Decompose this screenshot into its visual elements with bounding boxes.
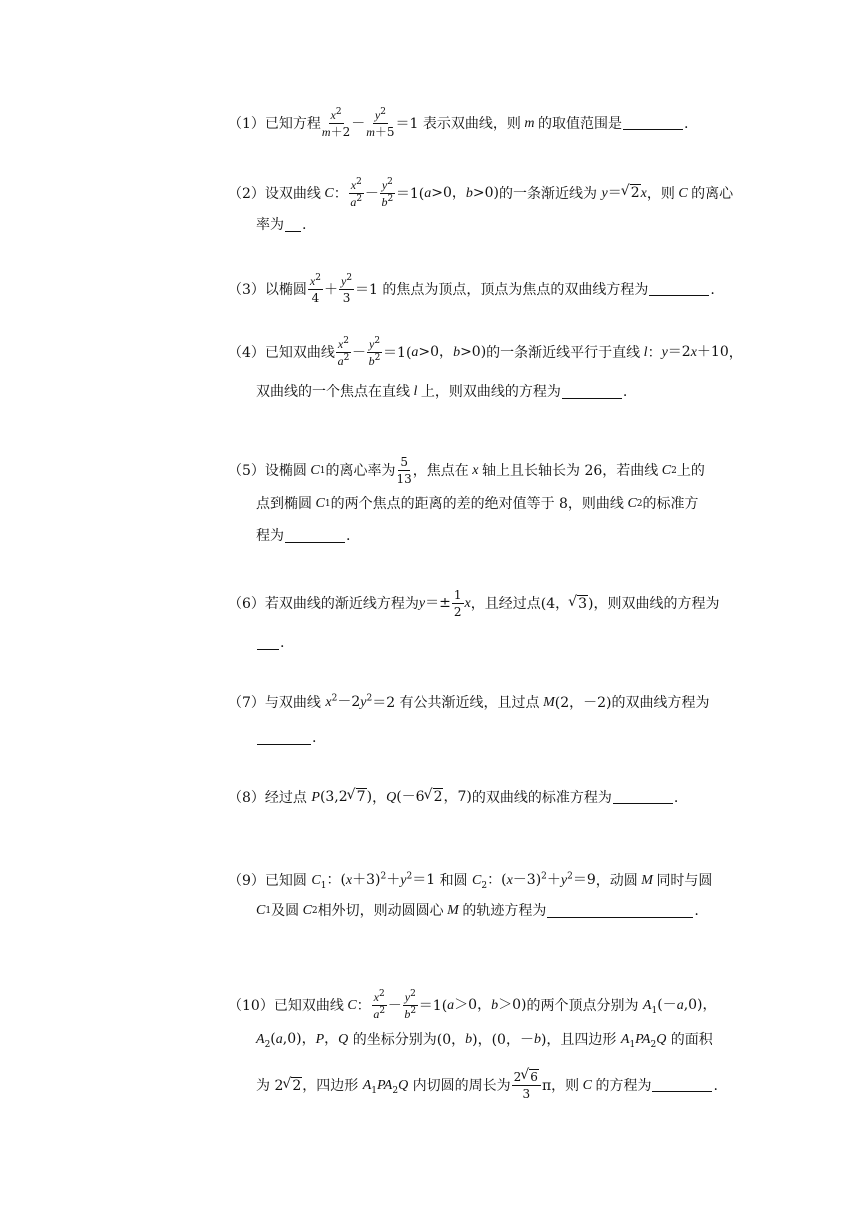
q10-answer-blank[interactable] [652,1079,712,1092]
q10-text-8: 为 2 [256,1077,284,1094]
q8-text-2: ， [372,789,387,806]
q4-text-6: 双曲线的一个焦点在直线 [256,384,410,400]
q3-frac-y: $\frac{y^2}{3}$ [340,273,353,305]
q1-num: （1） [228,115,265,132]
q8-line-1: （8） 经过点 P(3,2√ 7) ， Q(－6√ 2，7) 的双曲线的标准方程为 . [228,790,678,805]
q2-frac-x: $\frac{x^2}{a^2}$ [350,177,363,209]
q10-text-3: 的两个顶点分别为 [526,997,639,1014]
q9-text-1: 已知圆 [264,872,307,889]
q1-text-3: 的取值范围是 [538,115,623,132]
q7-end: . [312,730,317,746]
q10-line-1: （10） 已知双曲线 C ： $\frac{x^2}{a^2}$ － $\frac{y^2}{b^2}$ ＝1( a＞0，b＞0) 的两个顶点分别为 $A_1(-a,0)$， [228,989,717,1021]
q9-num: （9） [228,872,265,889]
q1-frac-x: $\frac{x^2}{m+2}$ [321,107,351,139]
q6-frac-half: $\frac{1}{2}$ [453,588,462,619]
q5-end: . [346,528,351,544]
q2-text-6: 率为 [256,217,284,233]
q7-line-1: （7） 与双曲线 $x^2-2y^2$ ＝2 有公共渐近线，且过点 M (2，－2)的双曲线方程为 [228,693,710,711]
q5-line-1: （5） 设椭圆 C 1 的离心率为 $\frac{5}{13}$ ，焦点在 x 轴上且长轴长为 26，若曲线 C 2 上的 [228,455,705,486]
q2-answer-blank[interactable] [285,219,301,232]
q1-text-1: 已知方程 [264,115,321,132]
q2-num: （2） [228,185,265,202]
q9-text-4: 同时与圆 [656,872,713,889]
q4-line-1: （4） 已知双曲线 $\frac{x^2}{a^2}$ － $\frac{y^2}{b^2}$ ＝1( a>0，b>0) 的一条渐近线平行于直线 l ： y＝2x＋10 ， [228,336,743,368]
q6-text-3: )，则双曲线的方程为 [588,595,720,612]
q2-text-5: 的离心 [691,185,734,202]
q1-end: . [684,115,689,132]
q5-text-5: 上的 [676,462,705,479]
q6-text-2: ，且经过点(4， [470,595,570,612]
q5-text-6: 点到椭圆 [256,496,312,512]
q10-text-12: 的方程为 [595,1077,652,1094]
q10-text-10: 内切圆的周长为 [412,1077,511,1094]
q4-text-1: 已知双曲线 [264,344,335,361]
q8-end: . [673,789,679,806]
q2-frac-y: $\frac{y^2}{b^2}$ [381,177,394,209]
q10-text-2: ＝1( [418,997,448,1014]
q10-text-6: )，且四边形 [540,1031,617,1048]
q10-end: . [713,1077,718,1094]
q6-line-2 [256,636,284,650]
q4-frac-y: $\frac{y^2}{b^2}$ [368,336,381,368]
q4-frac-x: $\frac{x^2}{a^2}$ [337,336,350,368]
q5-answer-blank[interactable] [285,530,345,543]
q10-frac-y: $\frac{y^2}{b^2}$ [404,989,417,1021]
q4-line-2: 双曲线的一个焦点在直线 l 上，则双曲线的方程为 . [256,384,628,400]
q10-text-5: )，(0，－ [472,1031,534,1048]
q10-line-3: 为 2 √ 2 ，四边形 $A_1PA_2Q$ 内切圆的周长为 $\frac{2√ 6}{3}$ π ，则 C 的方程为 . [256,1070,718,1101]
q4-answer-blank[interactable] [562,386,622,399]
q8-num: （8） [228,789,265,806]
q5-text-9: 程为 [256,528,284,544]
q7-text-3: (2，－2)的双曲线方程为 [554,694,710,711]
q5-line-2: 点到椭圆 C 1 的两个焦点的距离的差的绝对值等于 8，则曲线 C 2 的标准方 [256,496,699,512]
q2-text-4: ，则 [646,185,675,202]
q4-text-4: ： [647,344,662,361]
q9-text-7: 的轨迹方程为 [462,903,547,919]
q5-num: （5） [228,462,265,479]
q9-text-3: ，动圆 [595,872,638,889]
q5-text-8: 的标准方 [642,496,699,512]
q5-text-2: 的离心率为 [325,462,396,479]
q2-text-1: 设双曲线 [264,185,321,202]
q6-line-1: （6） 若双曲线的渐近线方程为 y＝± $\frac{1}{2}$ x ，且经过点(4， √ 3 )，则双曲线的方程为 [228,588,720,619]
q4-end: . [622,384,628,400]
q9-text-6: 相外切，则动圆圆心 [317,903,444,919]
q10-text-1: 已知双曲线 [273,997,344,1014]
q2-text-2: ＝1( [395,185,425,202]
q6-end: . [280,635,285,651]
q8-text-1: 经过点 [264,789,307,806]
q7-text-1: 与双曲线 [264,694,321,711]
q2-end: . [302,217,307,233]
q6-answer-blank[interactable] [257,637,279,650]
q7-answer-blank[interactable] [257,732,311,745]
q10-frac-perimeter: $\frac{2√ 6}{3}$ [512,1070,541,1101]
q5-text-1: 设椭圆 [264,462,307,479]
q4-text-2: ＝1( [383,344,412,361]
q2-text-3: 的一条渐近线为 [499,185,598,202]
q2-line-2 [256,218,306,232]
q3-num: （3） [228,281,265,298]
q9-text-2: 和圆 [439,872,468,889]
q8-answer-blank[interactable] [613,791,673,804]
q4-text-3: 的一条渐近线平行于直线 [486,344,641,361]
q1-frac-y: $\frac{y^2}{m+5}$ [366,107,395,139]
q3-frac-x: $\frac{x^2}{4}$ [309,273,321,305]
q4-num: （4） [228,344,265,361]
q10-frac-x: $\frac{x^2}{a^2}$ [373,989,386,1021]
q6-text-1: 若双曲线的渐近线方程为 [264,595,419,612]
q4-text-5: ， [728,344,743,361]
q10-line-2: $A_2(a,0)$，P，Q 的坐标分别为(0， b )，(0，－ b )，且四边形 $A_1PA_2Q$ 的面积 [256,1031,713,1050]
q3-text-1: 以椭圆 [264,281,307,298]
q9-end: . [694,903,699,919]
q3-answer-blank[interactable] [649,283,709,296]
q1-line-1: （1） 已知方程 $\frac{x^2}{m+2}$ － $\frac{y^2}{m+5}$ ＝1 表示双曲线，则 m 的取值范围是 . [228,107,689,139]
q2-line-1: （2） 设双曲线 C ： $\frac{x^2}{a^2}$ － $\frac{y^2}{b^2}$ ＝1( a>0，b>0) 的一条渐近线为 y＝√ 2x ，则 C 的离心 [228,178,733,209]
q5-text-4: 轴上且长轴长为 26，若曲线 [482,462,659,479]
q10-text-9: ，四边形 [302,1077,359,1094]
q1-answer-blank[interactable] [623,117,683,130]
q10-text-11: ，则 [551,1077,580,1094]
q5-text-3: ，焦点在 [412,462,469,479]
q6-num: （6） [228,595,265,612]
q7-num: （7） [228,694,265,711]
q9-answer-blank[interactable] [547,905,693,918]
q7-text-2: ＝2 有公共渐近线，且过点 [372,694,540,711]
q10-text-4: 的坐标分别为(0， [352,1031,466,1048]
q3-end: . [710,281,715,298]
q7-line-2 [256,731,316,745]
q8-text-3: 的双曲线的标准方程为 [471,789,612,806]
q10-text-7: 的面积 [670,1031,713,1048]
q1-text-2: ＝1 表示双曲线，则 [395,115,521,132]
q3-line-1: （3） 以椭圆 $\frac{x^2}{4}$ ＋ $\frac{y^2}{3}$ ＝1 的焦点为顶点，顶点为焦点的双曲线方程为 . [228,273,715,305]
q10-num: （10） [228,997,274,1014]
q5-frac-e: $\frac{5}{13}$ [396,455,412,486]
q9-line-2: C 1 及圆 C 2 相外切，则动圆圆心 M 的轨迹方程为 . [256,903,699,919]
q5-text-7: 的两个焦点的距离的差的绝对值等于 8，则曲线 [330,496,624,512]
q9-line-1: （9） 已知圆 $C_1$：$(x+3)^2+y^2=1$ 和圆 $C_2$：$(x-3)^2+y^2=9$ ，动圆 M 同时与圆 [228,871,713,891]
q3-text-2: ＝1 的焦点为顶点，顶点为焦点的双曲线方程为 [355,281,649,298]
q9-text-5: 及圆 [271,903,300,919]
q4-text-7: 上，则双曲线的方程为 [420,384,561,400]
q5-line-3 [256,529,350,543]
